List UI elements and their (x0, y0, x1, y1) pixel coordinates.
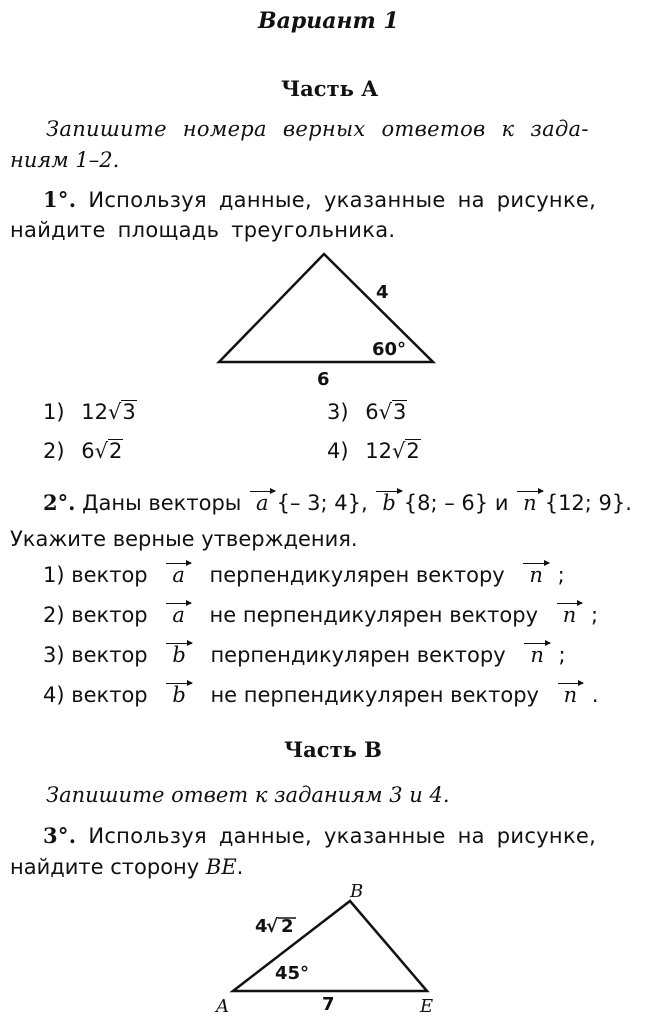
part-a-title: Часть А (281, 76, 379, 101)
statement-relation: не перпендикулярен вектору (209, 603, 539, 627)
task3-text2-var: BE (205, 855, 237, 879)
option-radicand: 2 (109, 439, 123, 463)
task1-text-line2: найдите площадь треугольника. (10, 218, 396, 242)
option-radicand: 2 (406, 439, 420, 463)
part-a-instruction-line1: Запишите номера верных ответов к зада- (46, 117, 589, 141)
vertex-a-label: A (216, 996, 229, 1017)
task2-intro-line (43, 490, 632, 515)
option-radicand: 3 (122, 400, 136, 424)
statement-end: ; (557, 563, 565, 587)
vertex-b-label: B (350, 884, 364, 902)
statement-end: . (591, 683, 599, 707)
statement-num: 3) вектор (43, 643, 148, 667)
option-coef: 6 (365, 400, 379, 424)
task2-intro: Даны векторы (82, 491, 242, 515)
task1-option-1 (43, 400, 137, 424)
option-coef: 12 (81, 400, 108, 424)
option-radicand: 3 (393, 400, 407, 424)
task1-option-3 (327, 400, 407, 424)
part-a-instruction-line2: ниям 1–2. (10, 148, 120, 172)
sqrt-sign: √ (107, 400, 122, 424)
task1-text-line1 (43, 187, 596, 212)
statement-relation: перпендикулярен вектору (210, 643, 506, 667)
vector-a-coords: {– 3; 4}, (276, 491, 368, 515)
task1-angle-label: 60° (372, 339, 407, 360)
statement-vector: b (164, 683, 193, 707)
task2-statement-4 (43, 683, 599, 707)
task1-option-2 (43, 439, 123, 463)
option-coef: 12 (365, 439, 392, 463)
vertex-e-label: E (420, 996, 434, 1017)
task2-statement-1 (43, 563, 565, 587)
statement-relation: не перпендикулярен вектору (210, 683, 539, 707)
part-b-title: Часть В (284, 737, 382, 762)
task3-text2-prefix: найдите сторону (10, 855, 200, 879)
task3-triangle-figure (0, 884, 668, 1024)
variant-title: Вариант 1 (258, 8, 399, 34)
statement-end: ; (558, 643, 566, 667)
task3-side-sqrt: √ (266, 916, 279, 937)
task3-side-radicand: 2 (281, 916, 294, 937)
vector-b: b (374, 491, 403, 515)
task2-statement-2 (43, 603, 598, 627)
vector-n-coords: {12; 9}. (544, 491, 632, 515)
task3-text-line1 (43, 823, 596, 848)
option-number: 3) (327, 400, 349, 424)
statement-num: 2) вектор (43, 603, 148, 627)
option-coef: 6 (81, 439, 95, 463)
statement-num: 1) вектор (43, 563, 148, 587)
task3-angle-label: 45° (275, 963, 310, 984)
task1-side-label: 4 (376, 282, 389, 303)
option-number: 4) (327, 439, 349, 463)
task3-text1: Используя данные, указанные на рисунке, (88, 824, 597, 848)
task3-text-line2 (10, 855, 243, 879)
statement-num: 4) вектор (43, 683, 148, 707)
task1-number: 1°. (43, 187, 77, 212)
task2-conj: и (494, 491, 509, 515)
sqrt-sign: √ (94, 439, 109, 463)
sqrt-sign: √ (378, 400, 393, 424)
task3-number: 3°. (43, 823, 77, 848)
option-number: 2) (43, 439, 65, 463)
task2-statement-3 (43, 643, 566, 667)
statement-vector: a (164, 563, 193, 587)
part-b-instruction: Запишите ответ к заданиям 3 и 4. (46, 783, 450, 807)
task3-side-coef: 4 (255, 916, 268, 937)
vector-b-coords: {8; – 6} (403, 491, 489, 515)
task3-base-label: 7 (322, 994, 335, 1015)
option-number: 1) (43, 400, 65, 424)
sqrt-sign: √ (391, 439, 406, 463)
task2-prompt: Укажите верные утверждения. (10, 527, 358, 551)
task3-text2-end: . (236, 855, 244, 879)
task1-option-4 (327, 439, 421, 463)
statement-relation: перпендикулярен вектору (209, 563, 505, 587)
statement-vector: a (164, 603, 193, 627)
statement-target: n (522, 643, 552, 667)
statement-target: n (521, 563, 551, 587)
task2-number: 2°. (43, 490, 76, 515)
statement-target: n (555, 603, 585, 627)
statement-vector: b (164, 643, 193, 667)
vector-a: a (248, 491, 277, 515)
task1-base-label: 6 (317, 369, 330, 390)
statement-target: n (556, 683, 586, 707)
vector-n: n (515, 491, 545, 515)
task1-text1: Используя данные, указанные на рисунке, (88, 188, 597, 212)
task3-triangle (233, 901, 427, 991)
statement-end: ; (590, 603, 599, 627)
